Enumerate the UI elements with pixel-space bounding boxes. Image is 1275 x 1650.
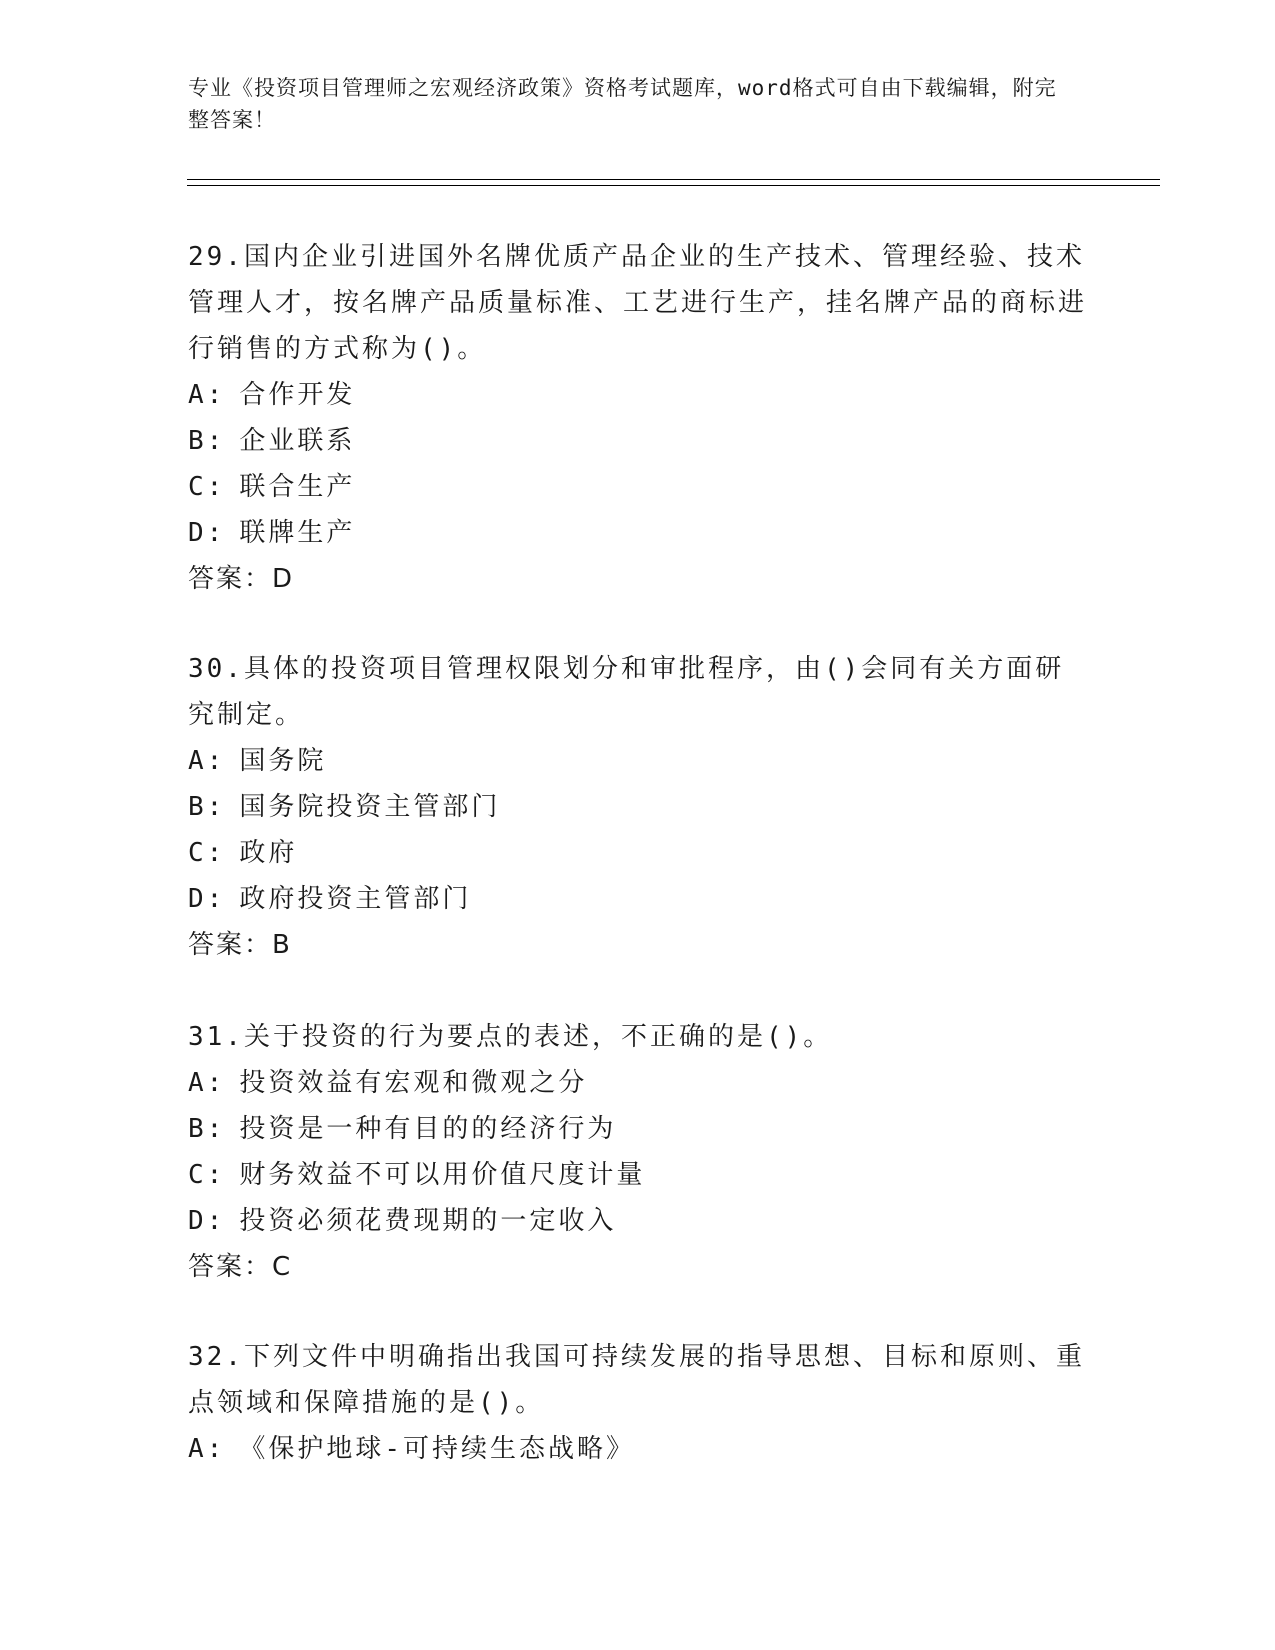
question-29 bbox=[188, 234, 1088, 602]
question-stem: 29.国内企业引进国外名牌优质产品企业的生产技术、管理经验、技术管理人才，按名牌产品质量标准、工艺进行生产，挂名牌产品的商标进行销售的方式称为()。 bbox=[188, 242, 1088, 364]
option-c bbox=[188, 830, 1088, 876]
option-letter: B: bbox=[188, 792, 226, 822]
option-letter: D: bbox=[188, 1206, 226, 1236]
option-a bbox=[188, 1060, 1088, 1106]
option-c bbox=[188, 464, 1088, 510]
answer-line: 答案：B bbox=[188, 930, 292, 960]
option-letter: A: bbox=[188, 380, 226, 410]
question-stem: 32.下列文件中明确指出我国可持续发展的指导思想、目标和原则、重点领域和保障措施的是()。 bbox=[188, 1342, 1085, 1418]
option-letter: D: bbox=[188, 884, 226, 914]
option-letter: D: bbox=[188, 518, 226, 548]
option-text: 企业联系 bbox=[239, 426, 356, 456]
question-stem: 31.关于投资的行为要点的表述，不正确的是()。 bbox=[188, 1022, 833, 1052]
question-31 bbox=[188, 1014, 1088, 1290]
option-a bbox=[188, 738, 1088, 784]
option-letter: B: bbox=[188, 1114, 226, 1144]
answer-line: 答案：D bbox=[188, 564, 295, 594]
option-text: 联合生产 bbox=[239, 472, 356, 502]
option-text: 国务院 bbox=[239, 746, 327, 776]
question-stem: 30.具体的投资项目管理权限划分和审批程序，由()会同有关方面研究制定。 bbox=[188, 654, 1065, 730]
option-text: 投资效益有宏观和微观之分 bbox=[239, 1068, 588, 1098]
option-d bbox=[188, 876, 1088, 922]
question-32 bbox=[188, 1334, 1088, 1472]
option-letter: A: bbox=[188, 1068, 226, 1098]
option-text: 投资是一种有目的的经济行为 bbox=[239, 1114, 617, 1144]
option-letter: C: bbox=[188, 838, 226, 868]
option-b bbox=[188, 418, 1088, 464]
option-letter: A: bbox=[188, 746, 226, 776]
option-text: 联牌生产 bbox=[239, 518, 356, 548]
option-b bbox=[188, 1106, 1088, 1152]
option-letter: C: bbox=[188, 472, 226, 502]
option-text: 财务效益不可以用价值尺度计量 bbox=[239, 1160, 646, 1190]
document-header: 专业《投资项目管理师之宏观经济政策》资格考试题库，word格式可自由下载编辑，附完整答案！ bbox=[188, 76, 1057, 132]
option-d bbox=[188, 510, 1088, 556]
option-text: 合作开发 bbox=[239, 380, 356, 410]
option-a bbox=[188, 372, 1088, 418]
option-c bbox=[188, 1152, 1088, 1198]
option-d bbox=[188, 1198, 1088, 1244]
option-text: 《保护地球-可持续生态战略》 bbox=[239, 1434, 635, 1464]
question-30 bbox=[188, 646, 1088, 968]
option-b bbox=[188, 784, 1088, 830]
option-text: 政府 bbox=[239, 838, 298, 868]
answer-line: 答案：C bbox=[188, 1252, 293, 1282]
option-text: 国务院投资主管部门 bbox=[239, 792, 501, 822]
option-text: 政府投资主管部门 bbox=[239, 884, 472, 914]
option-letter: C: bbox=[188, 1160, 226, 1190]
header-divider-top bbox=[187, 179, 1160, 180]
option-a bbox=[188, 1426, 1088, 1472]
header-divider-bottom bbox=[187, 185, 1160, 186]
option-letter: A: bbox=[188, 1434, 226, 1464]
option-letter: B: bbox=[188, 426, 226, 456]
option-text: 投资必须花费现期的一定收入 bbox=[239, 1206, 617, 1236]
